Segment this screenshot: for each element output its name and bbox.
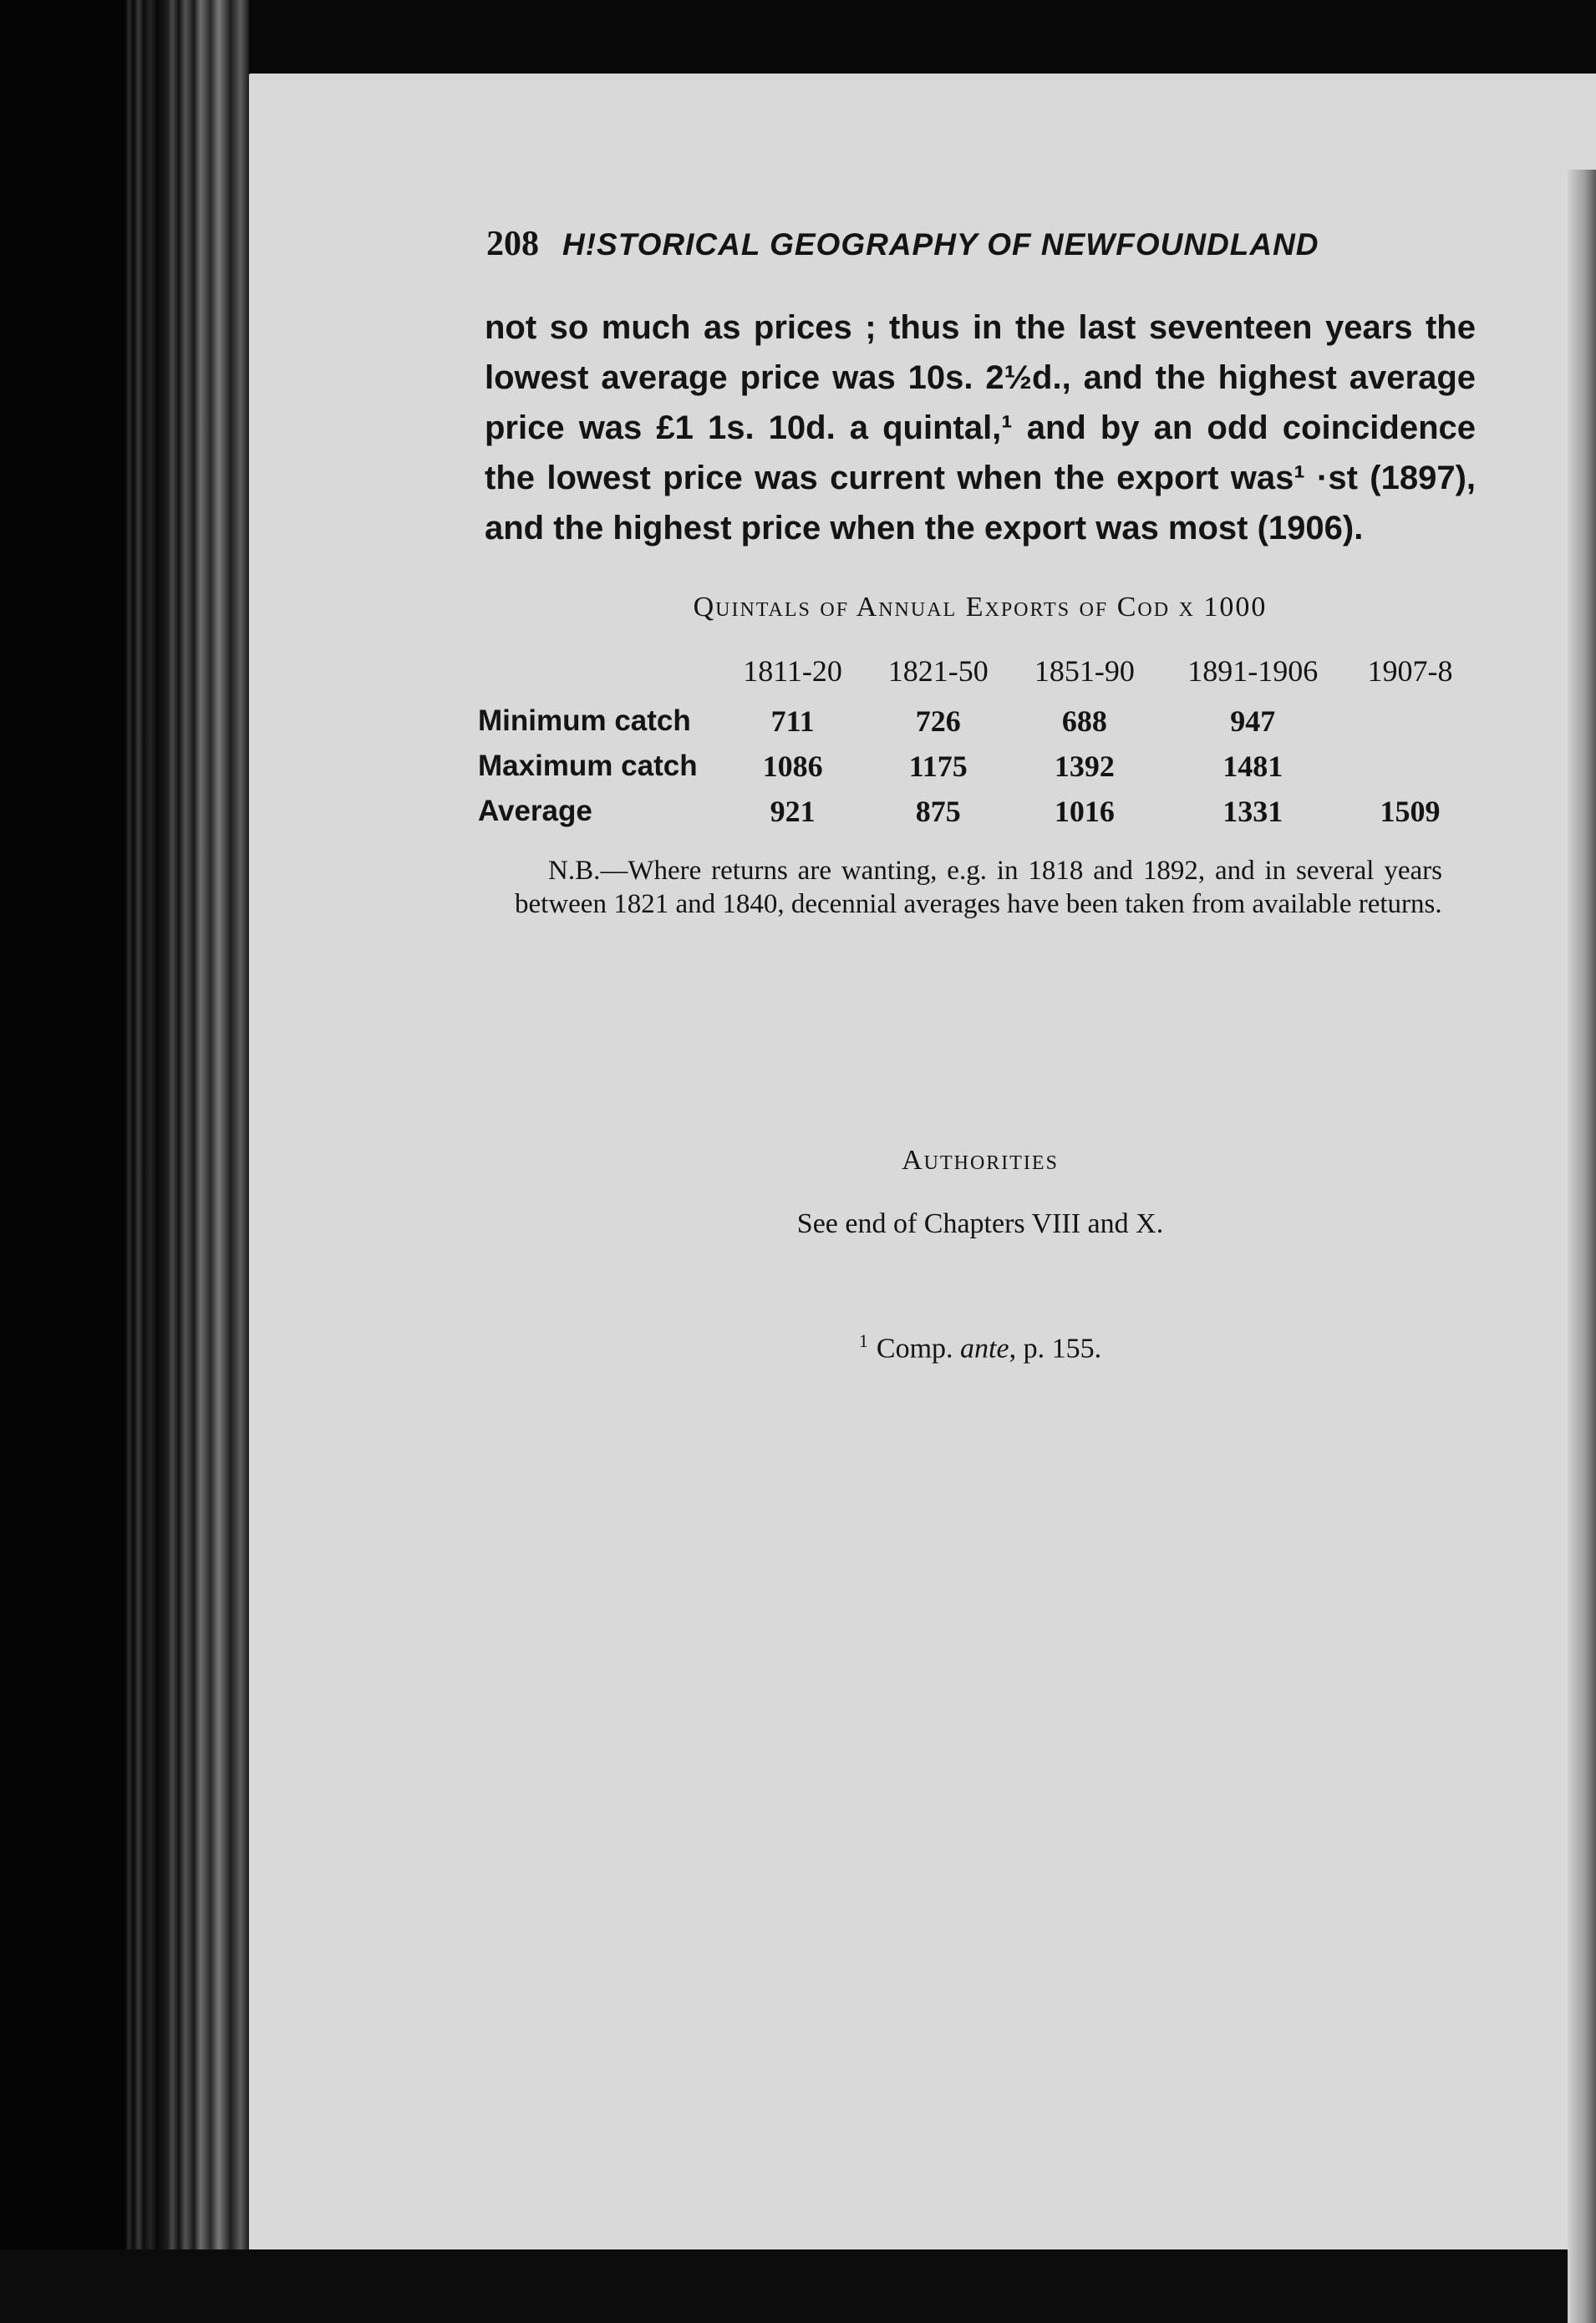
table-row xyxy=(478,699,1472,744)
footnote-suffix: , p. 155. xyxy=(1009,1333,1102,1365)
table-header-row xyxy=(478,643,1472,699)
footnote-prefix: Comp. xyxy=(876,1333,953,1365)
body-line: price was £1 1s. 10d. a quintal,¹ and by an odd coincidence xyxy=(485,409,1476,446)
table-row xyxy=(478,789,1472,834)
table-title: Quintals of Annual Exports of Cod x 1000 xyxy=(693,592,1268,623)
table-cell xyxy=(1348,699,1472,744)
running-head: H!STORICAL GEOGRAPHY OF NEWFOUNDLAND xyxy=(562,227,1319,262)
column-header: 1891-1906 xyxy=(1187,654,1319,688)
page-edge-shadow xyxy=(1568,170,1596,2323)
row-label: Minimum catch xyxy=(478,704,691,737)
table-cell: 1331 xyxy=(1222,795,1283,828)
scan-top-margin xyxy=(249,0,1596,75)
table-cell xyxy=(1348,744,1472,789)
body-line: not so much as prices ; thus in the last seventeen years the xyxy=(485,309,1476,346)
column-header: 1907-8 xyxy=(1367,654,1453,688)
column-header: 1821-50 xyxy=(887,654,989,688)
authorities-text: See end of Chapters VIII and X. xyxy=(796,1208,1164,1239)
table-cell: 1175 xyxy=(908,750,968,783)
page-number: 208 xyxy=(486,225,539,263)
body-line: the lowest price was current when the export was¹ ·st (1897), xyxy=(485,460,1476,496)
authorities-heading: Authorities xyxy=(902,1145,1059,1176)
column-header: 1851-90 xyxy=(1034,654,1135,688)
body-paragraph xyxy=(485,302,1476,553)
column-header: 1811-20 xyxy=(743,654,842,688)
exports-table xyxy=(478,643,1472,834)
table-cell: 726 xyxy=(915,704,961,738)
table-row xyxy=(478,744,1472,789)
table-cell: 688 xyxy=(1061,704,1107,738)
table-cell: 947 xyxy=(1230,704,1276,738)
page-header xyxy=(486,224,1456,264)
footnote xyxy=(485,1330,1476,1365)
table-cell: 1086 xyxy=(762,750,823,783)
table-cell: 1509 xyxy=(1380,795,1441,828)
table-cell: 875 xyxy=(915,795,961,828)
table-cell: 921 xyxy=(770,795,816,828)
row-label: Maximum catch xyxy=(478,750,698,782)
table-cell: 1392 xyxy=(1054,750,1115,783)
footnote-italic: ante xyxy=(960,1333,1009,1365)
table-cell: 1016 xyxy=(1054,795,1115,828)
row-label: Average xyxy=(478,795,592,827)
table-cell: 711 xyxy=(770,704,815,738)
table-note: N.B.—Where returns are wanting, e.g. in 1818 and 1892, and in several years between 1821 and 1840, decennial averages have been taken from available returns. xyxy=(515,856,1442,919)
body-line: lowest average price was 10s. 2½d., and the highest average xyxy=(485,359,1476,396)
table-cell: 1481 xyxy=(1222,750,1283,783)
body-line: and the highest price when the export was most (1906). xyxy=(485,510,1364,546)
scan-binding-margin xyxy=(0,0,251,2249)
footnote-marker: 1 xyxy=(858,1330,868,1351)
column-header xyxy=(478,643,720,699)
